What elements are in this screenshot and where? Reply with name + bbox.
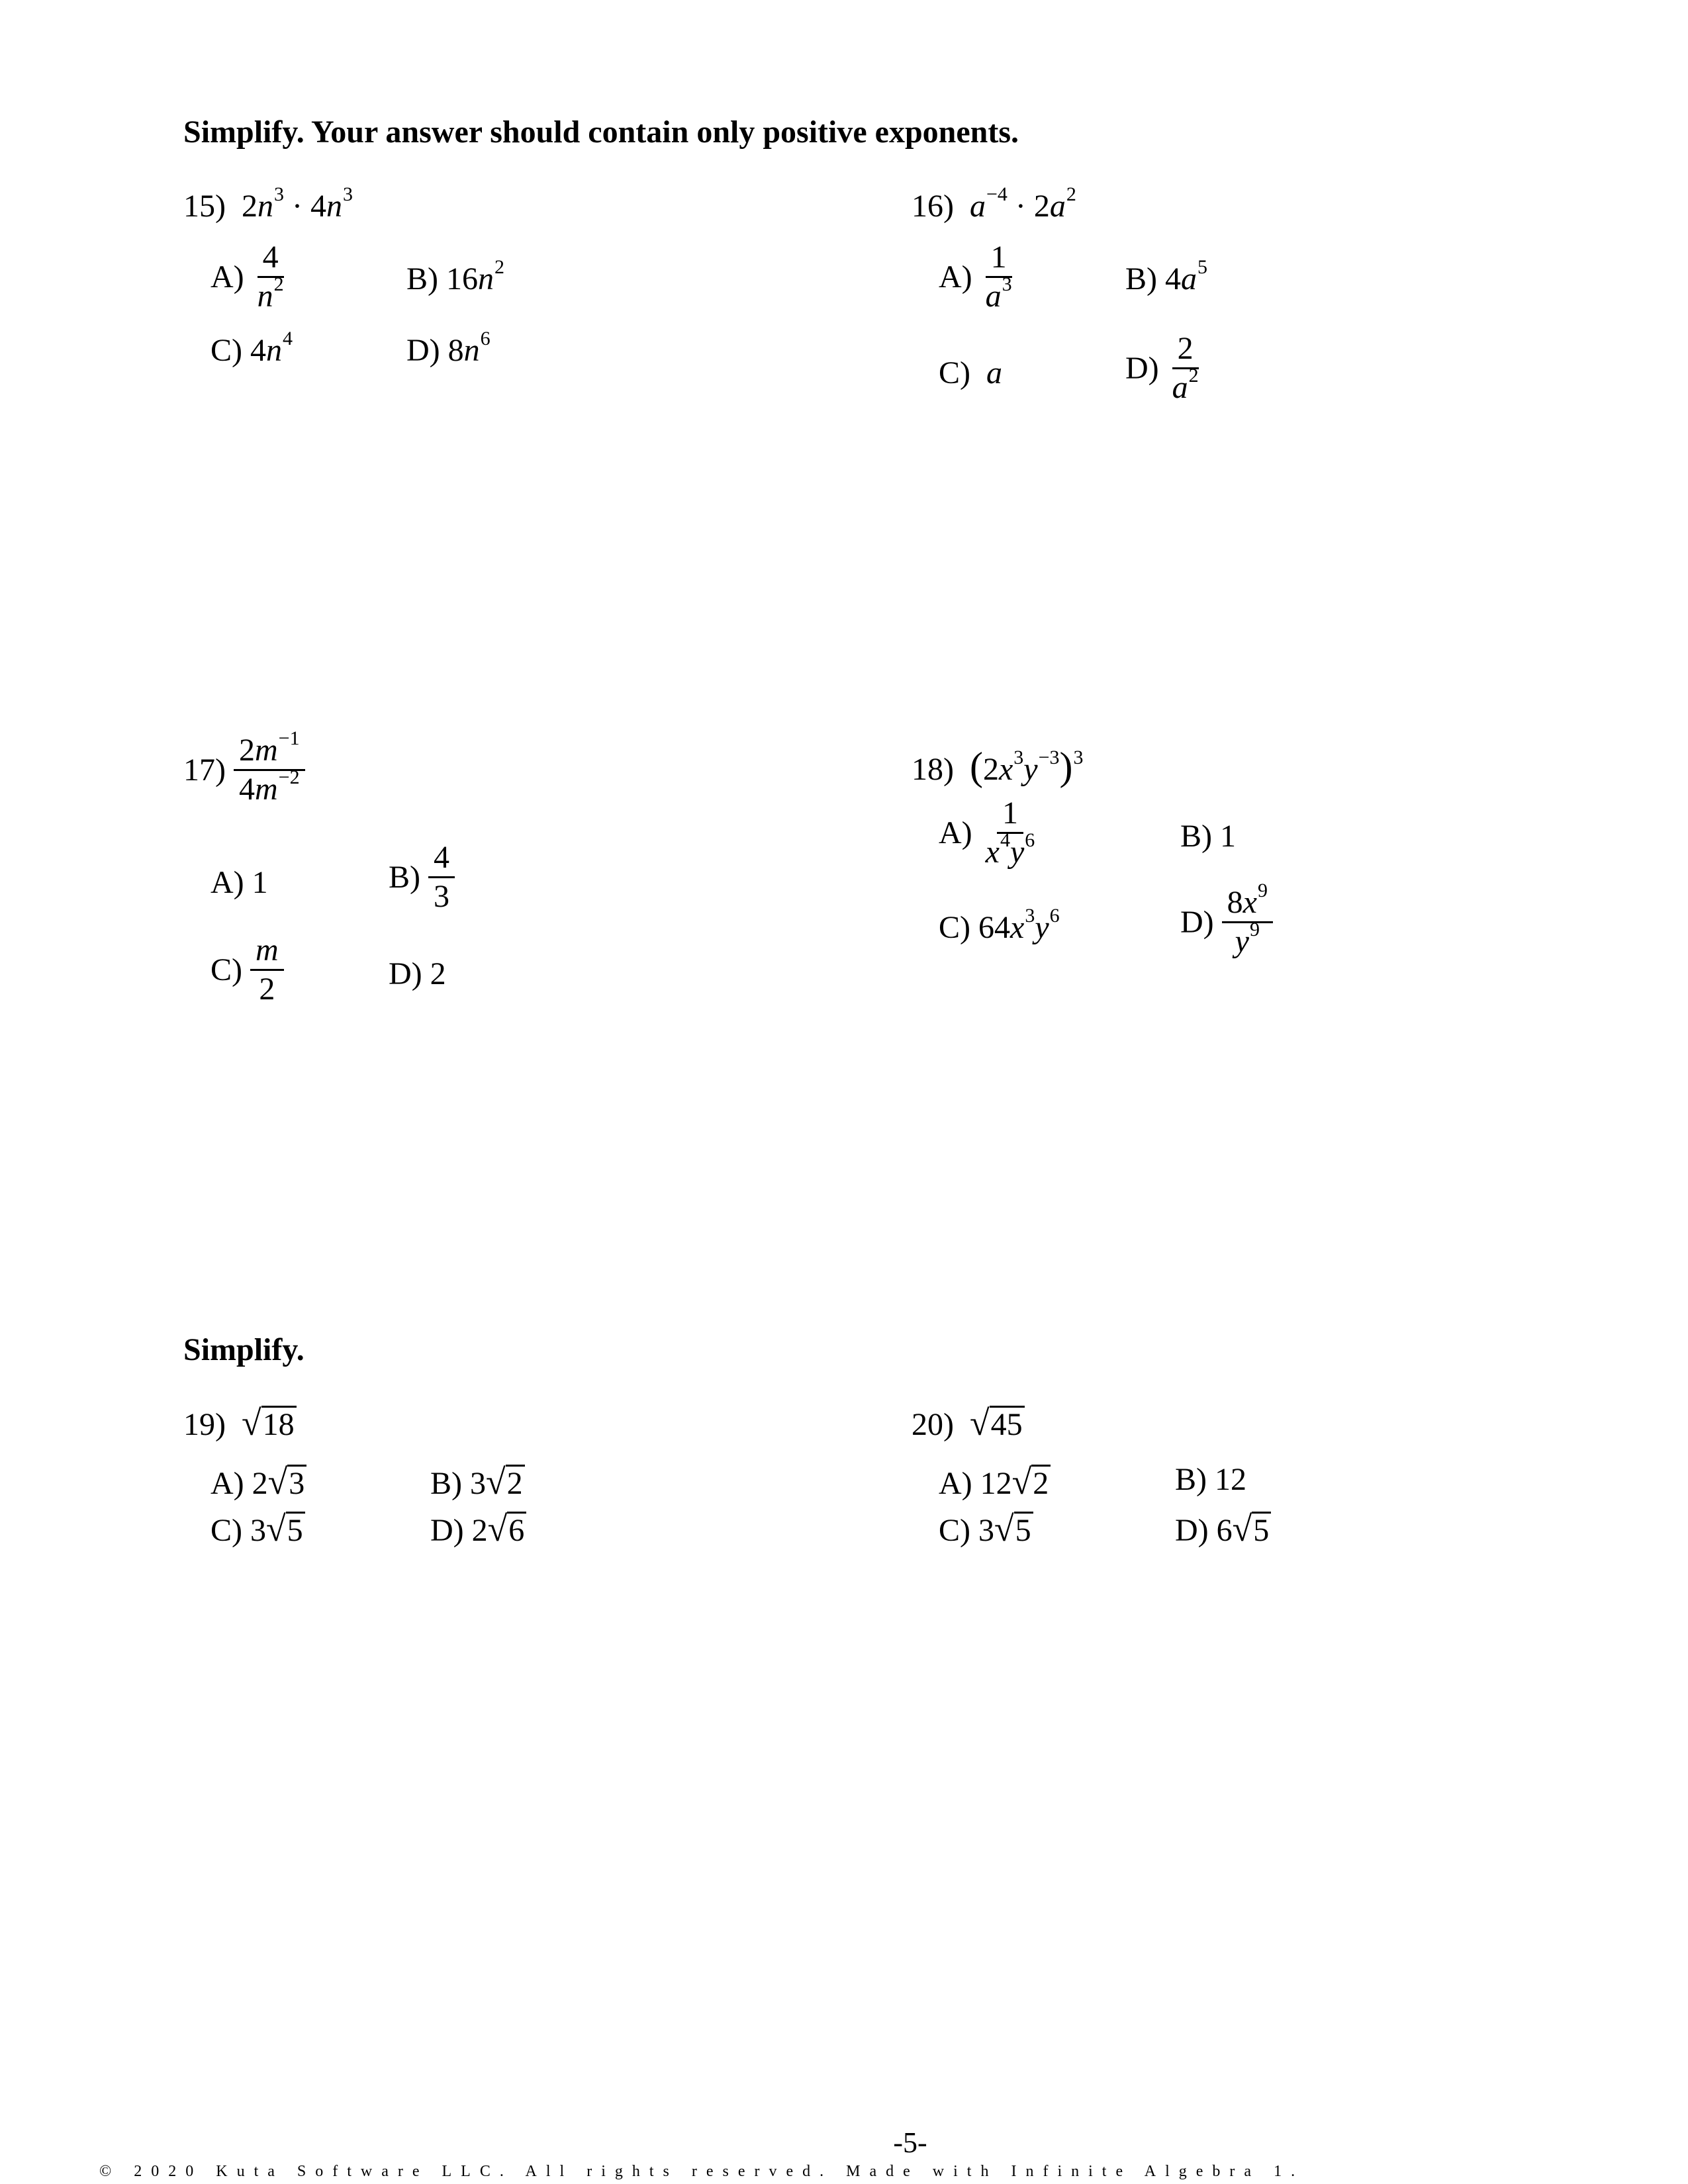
choice-a[interactable]: A) 1: [211, 865, 268, 900]
fraction: $\frac{2}{a^2}$: [1172, 331, 1199, 405]
choice-d[interactable]: D) 6√5: [1175, 1511, 1271, 1549]
fraction: $\frac{4}{3}$: [428, 842, 455, 913]
problem-15: 15) $2n^3 \cdot 4n^3$: [183, 183, 353, 224]
problem-number: 19): [183, 1407, 226, 1442]
choice-d[interactable]: D) $\frac{2}{a^2}$: [1125, 333, 1204, 404]
choice-c[interactable]: C) $64x^3y^6$: [939, 905, 1060, 945]
choice-d[interactable]: D) $8n^6$: [406, 328, 491, 368]
problem-number: 16): [912, 189, 954, 224]
radical: √5: [266, 1513, 305, 1548]
choice-b[interactable]: B) 1: [1180, 819, 1236, 854]
radical: √2: [486, 1466, 525, 1501]
choice-d[interactable]: D) $\frac{8x^9}{y^9}$: [1180, 887, 1273, 958]
section-heading: Simplify.: [183, 1332, 305, 1367]
radical: √45: [970, 1407, 1025, 1442]
choice-b[interactable]: B) $16n^2$: [406, 256, 504, 296]
fraction: $\frac{8x^9}{y^9}$: [1222, 887, 1273, 958]
choice-c[interactable]: C) 3√5: [211, 1511, 305, 1549]
radical: √3: [268, 1466, 307, 1501]
page-number: -5-: [893, 2126, 927, 2159]
radical: √18: [242, 1407, 297, 1442]
problem-number: 20): [912, 1407, 954, 1442]
problem-19: [183, 1405, 297, 1443]
fraction: $\frac{2m^{-1}}{4m^{-2}}$: [234, 735, 305, 805]
choice-a[interactable]: A) 12√2: [939, 1464, 1051, 1502]
fraction: $\frac{4}{n^2}$: [257, 240, 284, 314]
radical: √6: [488, 1513, 527, 1548]
choice-b[interactable]: B) 12: [1175, 1462, 1246, 1497]
problem-16: 16) $a^{-4} \cdot 2a^2$: [912, 183, 1076, 224]
choice-a[interactable]: A) 2√3: [211, 1464, 306, 1502]
choice-c[interactable]: C) 3√5: [939, 1511, 1033, 1549]
problem-number: 18): [912, 752, 954, 787]
choice-c[interactable]: C) $4n^4$: [211, 328, 293, 368]
choice-b[interactable]: B) $4a^5$: [1125, 256, 1207, 296]
choice-d[interactable]: D) 2√6: [430, 1511, 526, 1549]
section-heading: Simplify. Your answer should contain only positive exponents.: [183, 114, 1019, 150]
choice-a[interactable]: A) $\frac{4}{n^2}$: [211, 242, 289, 312]
copyright-footer: © 2020 Kuta Software LLC. All rights reserved. Made with Infinite Algebra 1.: [99, 2163, 1305, 2180]
problem-17: [183, 727, 305, 807]
fraction: $\frac{m}{2}$: [250, 934, 284, 1005]
radical: √5: [1233, 1513, 1272, 1548]
problem-number: 15): [183, 189, 226, 224]
choice-c[interactable]: C) a: [939, 355, 1002, 390]
radical: √5: [994, 1513, 1033, 1548]
choice-c[interactable]: C) $\frac{m}{2}$: [211, 934, 284, 1005]
choice-b[interactable]: B) $\frac{4}{3}$: [389, 842, 455, 913]
problem-20: [912, 1405, 1025, 1443]
choice-b[interactable]: B) 3√2: [430, 1464, 525, 1502]
choice-a[interactable]: A) $\frac{1}{a^3}$: [939, 242, 1017, 312]
choice-a[interactable]: A) $\frac{1}{x^4y^6}$: [939, 797, 1040, 868]
fraction: $\frac{1}{a^3}$: [985, 240, 1012, 314]
problem-number: 17): [183, 752, 226, 788]
problem-18: 18) $(2x^3y^{-3})^3$: [912, 745, 1084, 788]
choice-d[interactable]: D) 2: [389, 956, 446, 991]
radical: √2: [1012, 1466, 1051, 1501]
fraction: $\frac{1}{x^4y^6}$: [985, 796, 1035, 870]
